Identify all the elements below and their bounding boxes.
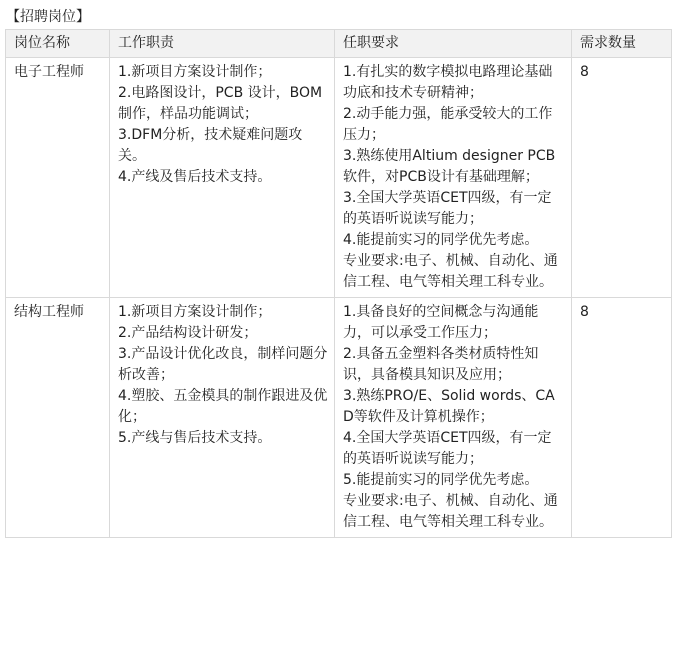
duty-line: 2.电路图设计，PCB 设计，BOM制作，样品功能调试；: [118, 85, 323, 122]
header-count: 需求数量: [572, 30, 672, 58]
requirements-cell: [335, 58, 572, 298]
duty-line: 3.DFM分析，技术疑难问题攻关。: [118, 127, 303, 164]
table-row: [6, 298, 672, 538]
requirement-line: 5.能提前实习的同学优先考虑。: [343, 472, 539, 488]
duty-line: 1.新项目方案设计制作；: [118, 64, 272, 80]
requirement-line: 3.熟练使用Altium designer PCB软件，对PCB设计有基础理解；: [343, 148, 556, 185]
duty-line: 4.塑胶、五金模具的制作跟进及优化；: [118, 388, 328, 425]
requirement-line: 专业要求:电子、机械、自动化、通信工程、电气等相关理工科专业。: [343, 493, 558, 530]
duty-line: 4.产线及售后技术支持。: [118, 169, 272, 185]
count-cell: 8: [572, 58, 672, 298]
requirement-line: 1.有扎实的数字模拟电路理论基础功底和技术专研精神；: [343, 64, 553, 101]
table-header-row: [6, 30, 672, 58]
duty-line: 3.产品设计优化改良，制样问题分析改善；: [118, 346, 328, 383]
duties-cell: [110, 298, 335, 538]
section-title: 【招聘岗位】: [6, 9, 90, 25]
duties-cell: [110, 58, 335, 298]
requirement-line: 3.全国大学英语CET四级，有一定的英语听说读写能力；: [343, 190, 552, 227]
position-cell: 电子工程师: [6, 58, 110, 298]
position-cell: 结构工程师: [6, 298, 110, 538]
requirement-line: 4.全国大学英语CET四级，有一定的英语听说读写能力；: [343, 430, 552, 467]
requirement-line: 1.具备良好的空间概念与沟通能力，可以承受工作压力；: [343, 304, 539, 341]
table-row: [6, 58, 672, 298]
duty-line: 1.新项目方案设计制作；: [118, 304, 272, 320]
requirement-line: 2.动手能力强，能承受较大的工作压力；: [343, 106, 553, 143]
requirement-line: 2.具备五金塑料各类材质特性知识，具备模具知识及应用；: [343, 346, 539, 383]
header-position: 岗位名称: [6, 30, 110, 58]
duty-line: 5.产线与售后技术支持。: [118, 430, 272, 446]
requirement-line: 3.熟练PRO/E、Solid words、CAD等软件及计算机操作；: [343, 388, 555, 425]
requirement-line: 专业要求:电子、机械、自动化、通信工程、电气等相关理工科专业。: [343, 253, 558, 290]
requirements-cell: [335, 298, 572, 538]
count-cell: 8: [572, 298, 672, 538]
header-duties: 工作职责: [110, 30, 335, 58]
duty-line: 2.产品结构设计研发；: [118, 325, 258, 341]
requirement-line: 4.能提前实习的同学优先考虑。: [343, 232, 539, 248]
job-positions-table: [5, 29, 672, 538]
header-requirements: 任职要求: [335, 30, 572, 58]
